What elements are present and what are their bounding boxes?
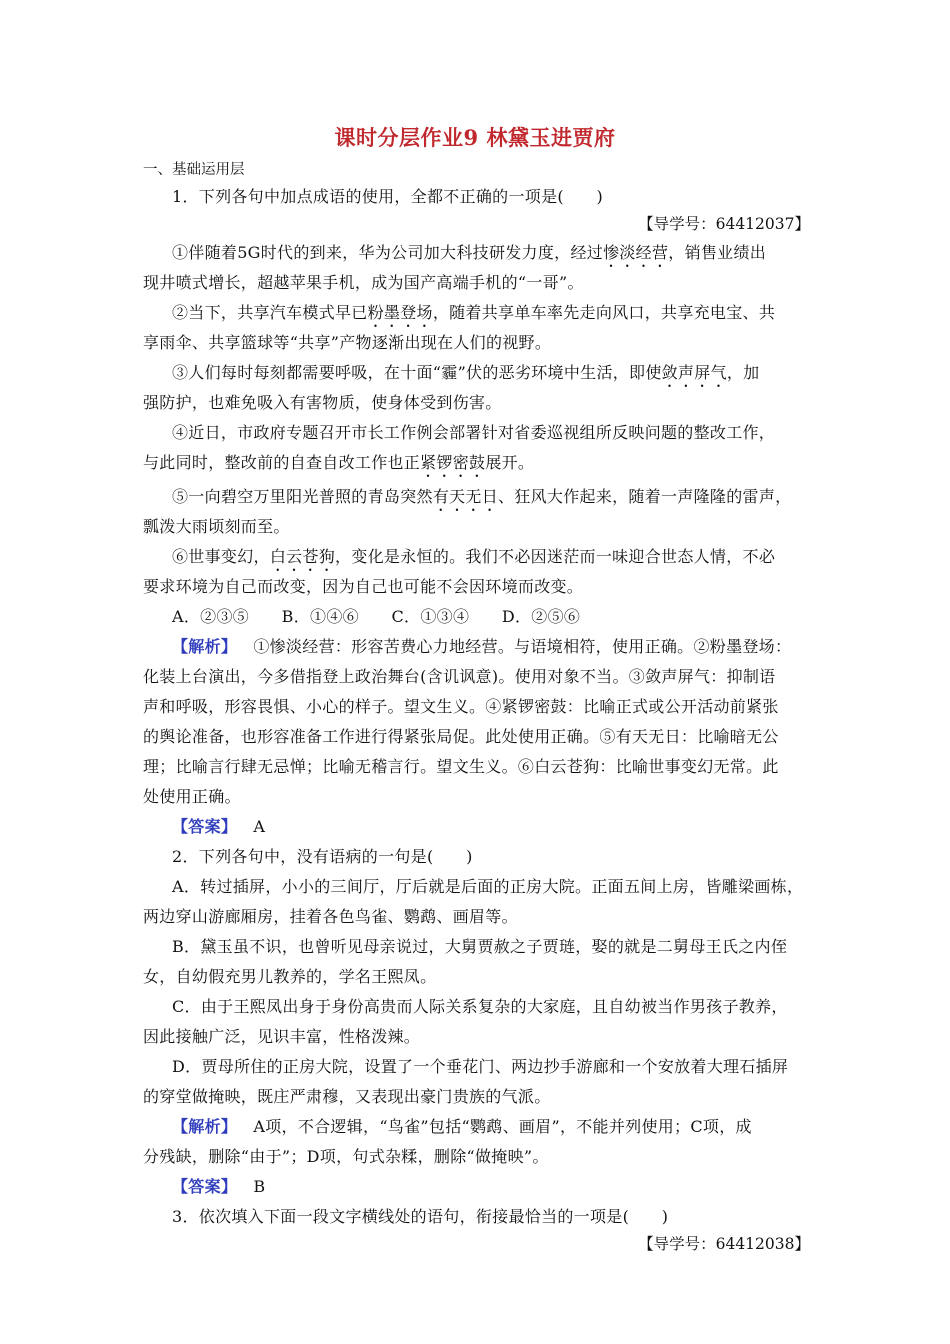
q1-answer: 【答案】 A xyxy=(172,817,266,836)
question-2-stem: 2．下列各句中，没有语病的一句是( ) xyxy=(172,847,473,866)
q2-option-d-line-1: D．贾母所住的正房大院，设置了一个垂花门、两边抄手游廊和一个安放着大理石插屏 xyxy=(172,1057,789,1076)
q2-analysis-line-1: 【解析】 A项，不合逻辑，“鸟雀”包括“鹦鹉、画眉”，不能并列使用；C项，成 xyxy=(172,1117,752,1136)
q2-option-a-line-2: 两边穿山游廊厢房，挂着各色鸟雀、鹦鹉、画眉等。 xyxy=(143,907,518,926)
q1-sentence-5-line-2: 瓢泼大雨顷刻而至。 xyxy=(143,517,290,536)
q2-option-d-line-2: 的穿堂做掩映，既庄严肃穆，又表现出豪门贵族的气派。 xyxy=(143,1087,551,1106)
page-title: 课时分层作业9 林黛玉进贾府 xyxy=(334,125,616,150)
answer-tag: 【答案】 xyxy=(172,1177,238,1196)
q1-sentence-1-line-1: ①伴随着5G时代的到来，华为公司加大科技研发力度，经过惨淡经营，销售业绩出 xyxy=(172,243,767,262)
q1-analysis-line-1: 【解析】 ①惨淡经营：形容苦费心力地经营。与语境相符，使用正确。②粉墨登场： xyxy=(172,637,792,656)
answer-tag: 【答案】 xyxy=(172,817,238,836)
q2-option-b-line-1: B．黛玉虽不识，也曾听见母亲说过，大舅贾赦之子贾琏，娶的就是二舅母王氏之内侄 xyxy=(172,937,788,956)
question-1-ref: 【导学号：64412037】 xyxy=(638,215,810,233)
q2-option-c-line-1: C．由于王熙凤出身于身份高贵而人际关系复杂的大家庭，且自幼被当作男孩子教养， xyxy=(172,997,788,1016)
section-heading: 一、基础运用层 xyxy=(143,162,245,178)
q2-answer: 【答案】 B xyxy=(172,1177,266,1196)
q1-sentence-6-line-2: 要求环境为自己而改变，因为自己也可能不会因环境而改变。 xyxy=(143,577,584,596)
dotted-idiom: 白云苍狗 xyxy=(269,547,336,566)
q1-sentence-1-line-2: 现井喷式增长，超越苹果手机，成为国产高端手机的“一哥”。 xyxy=(143,273,584,292)
q1-sentence-3-line-1: ③人们每时每刻都需要呼吸，在十面“霾”伏的恶劣环境中生活，即使敛声屏气，加 xyxy=(172,363,760,382)
question-1-options: A．②③⑤ B．①④⑥ C．①③④ D．②⑤⑥ xyxy=(172,607,581,626)
dotted-idiom: 有天无日 xyxy=(432,487,499,506)
q2-option-a-line-1: A．转过插屏，小小的三间厅，厅后就是后面的正房大院。正面五间上房，皆雕梁画栋， xyxy=(172,877,804,896)
dotted-idiom: 惨淡经营 xyxy=(603,243,669,262)
question-3-stem: 3．依次填入下面一段文字横线处的语句，衔接最恰当的一项是( ) xyxy=(172,1207,669,1226)
q1-sentence-3-line-2: 强防护，也难免吸入有害物质，使身体受到伤害。 xyxy=(143,393,502,412)
q1-analysis-line-4: 的舆论准备，也形容准备工作进行得紧张局促。此处使用正确。⑤有天无日：比喻暗无公 xyxy=(143,727,779,746)
question-3-ref: 【导学号：64412038】 xyxy=(638,1235,810,1253)
dotted-idiom: 粉墨登场 xyxy=(367,303,433,322)
q2-analysis-line-2: 分残缺，删除“由于”；D项，句式杂糅，删除“做掩映”。 xyxy=(143,1147,549,1166)
q1-analysis-line-3: 声和呼吸，形容畏惧、小心的样子。望文生义。④紧锣密鼓：比喻正式或公开活动前紧张 xyxy=(143,697,779,716)
q1-analysis-line-5: 理；比喻言行肆无忌惮；比喻无稽言行。望文生义。⑥白云苍狗：比喻世事变幻无常。此 xyxy=(143,757,779,776)
dotted-idiom: 紧锣密鼓 xyxy=(420,453,486,472)
q1-sentence-5-line-1: ⑤一向碧空万里阳光普照的青岛突然有天无日、狂风大作起来，随着一声隆隆的雷声， xyxy=(172,487,792,506)
q2-option-c-line-2: 因此接触广泛，见识丰富，性格泼辣。 xyxy=(143,1027,421,1046)
q1-sentence-4-line-2: 与此同时，整改前的自查自改工作也正紧锣密鼓展开。 xyxy=(143,453,535,472)
analysis-tag: 【解析】 xyxy=(172,1117,238,1136)
q2-option-b-line-2: 女，自幼假充男儿教养的，学名王熙凤。 xyxy=(143,967,437,986)
dotted-idiom: 敛声屏气 xyxy=(661,363,727,382)
q1-sentence-4-line-1: ④近日，市政府专题召开市长工作例会部署针对省委巡视组所反映问题的整改工作， xyxy=(172,423,776,442)
q1-analysis-line-6: 处使用正确。 xyxy=(143,787,241,806)
q1-sentence-2-line-1: ②当下，共享汽车模式早已粉墨登场，随着共享单车率先走向风口，共享充电宝、共 xyxy=(172,303,776,322)
q1-sentence-2-line-2: 享雨伞、共享篮球等“共享”产物逐渐出现在人们的视野。 xyxy=(143,333,552,352)
analysis-tag: 【解析】 xyxy=(172,637,238,656)
q1-analysis-line-2: 化装上台演出，今多借指登上政治舞台(含讥讽意)。使用对象不当。③敛声屏气：抑制语 xyxy=(143,667,776,686)
question-1-stem: 1．下列各句中加点成语的使用，全都不正确的一项是( ) xyxy=(172,187,604,206)
q1-sentence-6-line-1: ⑥世事变幻，白云苍狗，变化是永恒的。我们不必因迷茫而一味迎合世态人情，不必 xyxy=(172,547,776,566)
